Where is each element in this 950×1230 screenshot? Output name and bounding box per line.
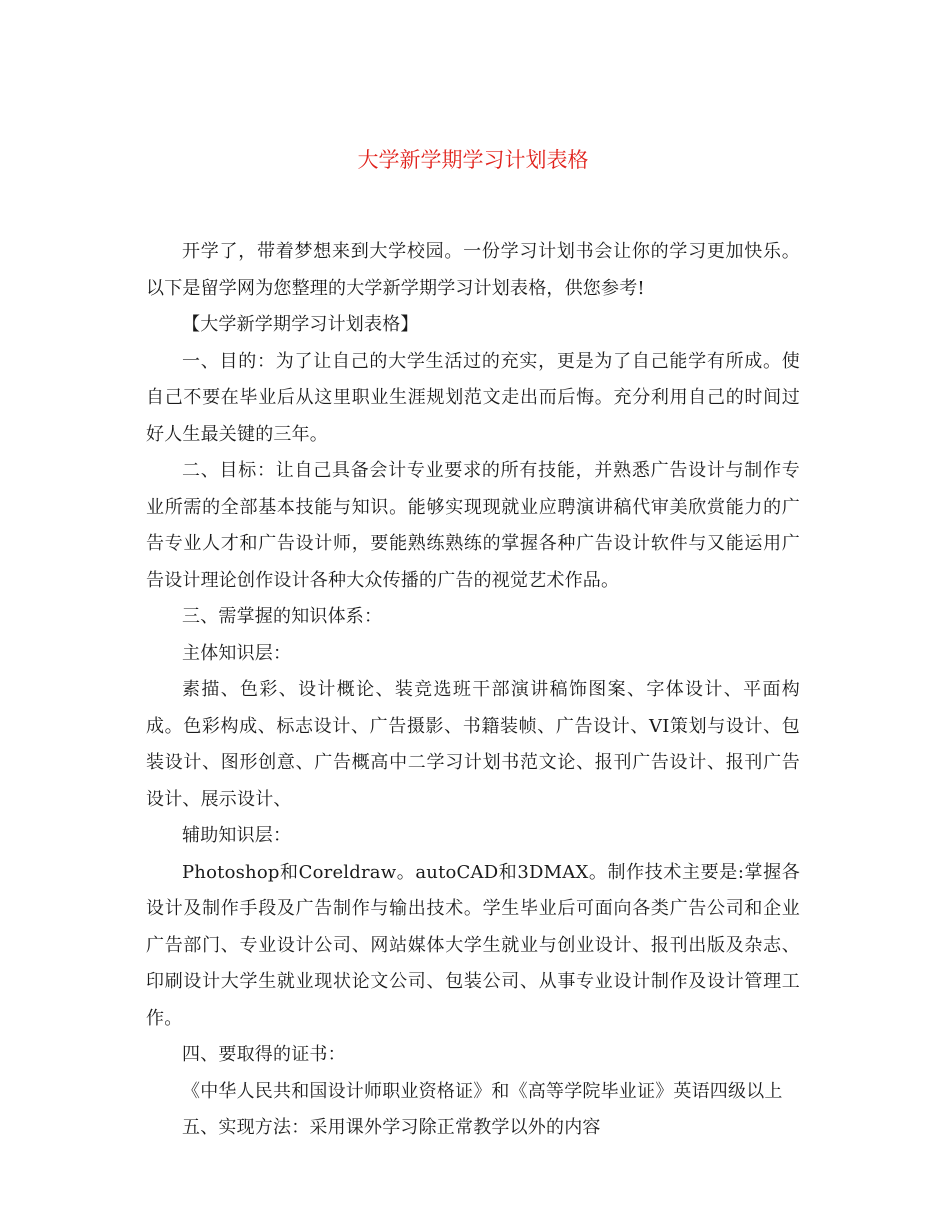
paragraph-knowledge-system: 三、需掌握的知识体系： [182, 606, 383, 627]
document-body [146, 234, 800, 1147]
paragraph-heading: 【大学新学期学习计划表格】 [182, 314, 419, 335]
paragraph-certificates: 《中华人民共和国设计师职业资格证》和《高等学院毕业证》英语四级以上 [182, 1080, 783, 1102]
paragraph-goal: 二、目标：让自己具备会计专业要求的所有技能，并熟悉广告设计与制作专业所需的全部基本技能与知识。能够实现现就业应聘演讲稿代审美欣赏能力的广告专业人才和广告设计师，要能熟练熟练的掌握各种广告设计软件与又能运用广告设计理论创作设计各种大众传播的广告的视觉艺术作品。 [146, 460, 800, 591]
paragraph-main-knowledge-label: 主体知识层： [182, 642, 292, 664]
document-title: 大学新学期学习计划表格 [357, 148, 589, 172]
paragraph-methods: 五、实现方法：采用课外学习除正常教学以外的内容 [182, 1117, 601, 1138]
paragraph-certificates-label: 四、要取得的证书： [182, 1044, 346, 1065]
paragraph-purpose: 一、目的：为了让自己的大学生活过的充实，更是为了自己能学有所成。使自己不要在毕业后从这里职业生涯规划范文走出而后悔。充分利用自己的时间过好人生最关键的三年。 [146, 350, 800, 445]
paragraph-aux-knowledge: Photoshop和Coreldraw。autoCAD和3DMAX。制作技术主要是:掌握各设计及制作手段及广告制作与输出技术。学生毕业后可面向各类广告公司和企业广告部门、专业设计公司、网站媒体大学生就业与创业设计、报刊出版及杂志、印刷设计大学生就业现状论文公司、包装公司、从事专业设计制作及设计管理工作。 [146, 861, 800, 1029]
paragraph-main-knowledge: 素描、色彩、设计概论、装竞选班干部演讲稿饰图案、字体设计、平面构成。色彩构成、标志设计、广告摄影、书籍装帧、广告设计、VI策划与设计、包装设计、图形创意、广告概高中二学习计划书范文论、报刊广告设计、报刊广告设计、展示设计、 [146, 679, 800, 810]
paragraph-aux-knowledge-label: 辅助知识层： [182, 825, 292, 846]
paragraph-intro: 开学了，带着梦想来到大学校园。一份学习计划书会让你的学习更加快乐。以下是留学网为您整理的大学新学期学习计划表格，供您参考! [146, 241, 800, 299]
